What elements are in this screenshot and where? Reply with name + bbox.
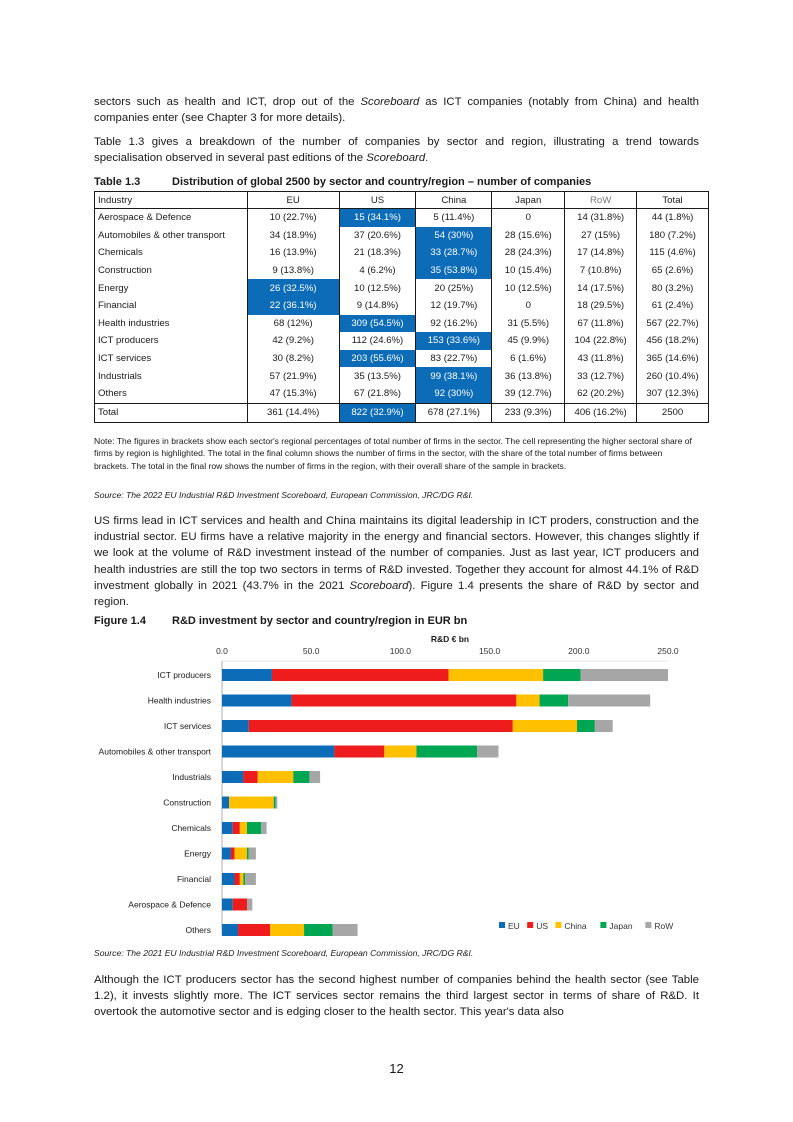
table-cell: 37 (20.6%) bbox=[339, 227, 416, 245]
legend-swatch-china bbox=[555, 922, 561, 928]
bar-row bbox=[247, 899, 252, 911]
table-row bbox=[95, 209, 709, 227]
table-cell-industry: Aerospace & Defence bbox=[95, 209, 248, 227]
table-cell: 10 (22.7%) bbox=[247, 209, 339, 227]
table-cell-industry: Construction bbox=[95, 262, 248, 280]
bar-china bbox=[513, 720, 577, 732]
intro-paragraph-1: sectors such as health and ICT, drop out of the Scoreboard as ICT companies (notably from China) and health companies enter (see Chapter 3 for more details). bbox=[94, 96, 699, 125]
table-cell: 33 (28.7%) bbox=[416, 244, 492, 262]
table-cell: 2500 bbox=[637, 403, 709, 422]
table-header-total: Total bbox=[637, 192, 709, 209]
table-cell: 36 (13.8%) bbox=[492, 367, 565, 385]
table-cell: 21 (18.3%) bbox=[339, 244, 416, 262]
bar-china bbox=[258, 771, 294, 783]
bar-us bbox=[231, 848, 235, 860]
table-cell: 34 (18.9%) bbox=[247, 227, 339, 245]
bar-row bbox=[261, 822, 266, 834]
table-header-us: US bbox=[339, 192, 416, 209]
table-cell: 153 (33.6%) bbox=[416, 332, 492, 350]
bar-eu bbox=[222, 848, 231, 860]
table-row bbox=[95, 244, 709, 262]
table-row bbox=[95, 262, 709, 280]
legend-label-row: RoW bbox=[654, 921, 674, 931]
table-cell: 9 (13.8%) bbox=[247, 262, 339, 280]
table-cell: 44 (1.8%) bbox=[637, 209, 709, 227]
table-header-japan: Japan bbox=[492, 192, 565, 209]
figure-caption: Figure 1.4 R&D investment by sector and country/region in EUR bn bbox=[94, 615, 468, 627]
table-cell-industry: Chemicals bbox=[95, 244, 248, 262]
table-cell: 115 (4.6%) bbox=[637, 244, 709, 262]
table-cell: 67 (21.8%) bbox=[339, 385, 416, 403]
bar-us bbox=[238, 924, 270, 936]
bar-eu bbox=[222, 771, 243, 783]
page-number: 12 bbox=[389, 1061, 404, 1076]
legend-label-japan: Japan bbox=[609, 921, 633, 931]
chart-title: R&D € bn bbox=[430, 634, 470, 644]
table-row bbox=[95, 350, 709, 368]
x-tick-label: 150.0 bbox=[478, 646, 501, 656]
bar-eu bbox=[222, 924, 238, 936]
bar-china bbox=[229, 797, 274, 809]
bar-eu bbox=[222, 746, 334, 758]
bar-row bbox=[568, 695, 650, 707]
bar-japan bbox=[247, 822, 261, 834]
table-row bbox=[95, 297, 709, 315]
figure-source: Source: The 2021 EU Industrial R&D Investment Scoreboard, European Commission, JRC/DG R&I. bbox=[94, 948, 474, 958]
table-cell: 567 (22.7%) bbox=[637, 315, 709, 333]
legend-label-china: China bbox=[564, 921, 587, 931]
bar-row bbox=[581, 669, 668, 681]
bar-eu bbox=[222, 720, 249, 732]
table-cell-industry: ICT services bbox=[95, 350, 248, 368]
table-row bbox=[95, 315, 709, 333]
table-cell: 35 (13.5%) bbox=[339, 367, 416, 385]
bar-row bbox=[249, 848, 256, 860]
legend-swatch-japan bbox=[600, 922, 606, 928]
bar-us bbox=[334, 746, 384, 758]
legend-swatch-us bbox=[527, 922, 533, 928]
table-cell: 17 (14.8%) bbox=[565, 244, 637, 262]
bar-china bbox=[240, 873, 244, 885]
bar-us bbox=[234, 873, 239, 885]
table-cell: 92 (30%) bbox=[416, 385, 492, 403]
bar-china bbox=[234, 848, 246, 860]
table-header-eu: EU bbox=[247, 192, 339, 209]
table-cell: 61 (2.4%) bbox=[637, 297, 709, 315]
category-label: Health industries bbox=[147, 695, 211, 706]
table-cell: 18 (29.5%) bbox=[565, 297, 637, 315]
table-cell: 203 (55.6%) bbox=[339, 350, 416, 368]
table-cell: 67 (11.8%) bbox=[565, 315, 637, 333]
table-cell: 28 (15.6%) bbox=[492, 227, 565, 245]
category-label: Chemicals bbox=[171, 823, 211, 833]
bar-us bbox=[233, 899, 247, 911]
table-row bbox=[95, 332, 709, 350]
table-cell-industry: Financial bbox=[95, 297, 248, 315]
category-label: Financial bbox=[176, 874, 211, 884]
table-cell: 0 bbox=[492, 209, 565, 227]
table-cell: 5 (11.4%) bbox=[416, 209, 492, 227]
table-cell: 361 (14.4%) bbox=[247, 403, 339, 422]
table-cell-industry: Others bbox=[95, 385, 248, 403]
mid-paragraph: US firms lead in ICT services and health and China maintains its digital leadership in ICT proders, construction and the industrial sector. EU firms have a relative majority in the energy and financial sectors. However, this changes slightly if we look at the volume of R&D investment instead of the number of companies. Just as last year, ICT producers and health industries are still the top two sectors in terms of R&D invested. Together they account for almost 44.1% of R&D investment globally in 2021 (43.7% in the 2021 Scoreboard). Figure 1.4 presents the share of R&D by sector and region. bbox=[94, 515, 699, 609]
table-cell-industry: Industrials bbox=[95, 367, 248, 385]
table-cell: 33 (12.7%) bbox=[565, 367, 637, 385]
category-label: Aerospace & Defence bbox=[128, 899, 211, 910]
table-cell: 35 (53.8%) bbox=[416, 262, 492, 280]
table-cell: 678 (27.1%) bbox=[416, 403, 492, 422]
table-cell: 6 (1.6%) bbox=[492, 350, 565, 368]
bar-us bbox=[249, 720, 513, 732]
legend-label-eu: EU bbox=[508, 921, 520, 931]
bar-japan bbox=[304, 924, 333, 936]
table-caption: Table 1.3 Distribution of global 2500 by sector and country/region – number of companies bbox=[94, 176, 592, 188]
table-cell: 22 (36.1%) bbox=[247, 297, 339, 315]
bar-china bbox=[384, 746, 416, 758]
table-note: Note: The figures in brackets show each sector's regional percentages of total number of firms in the sector. The cell representing the higher sectoral share of firms by region is highlighted. The total in the final column shows the number of firms in the sector, with the share of the total number of firms between brackets. The total in the final row shows the number of firms in the region, with their overall share of the sample in brackets. bbox=[94, 436, 692, 471]
bar-us bbox=[243, 771, 257, 783]
category-label: Automobiles & other transport bbox=[98, 746, 211, 757]
bar-row bbox=[333, 924, 358, 936]
table-cell: 57 (21.9%) bbox=[247, 367, 339, 385]
bar-china bbox=[516, 695, 539, 707]
table-row bbox=[95, 385, 709, 403]
intro-paragraph-2: Table 1.3 gives a breakdown of the number of companies by sector and region, illustrating a trend towards specialisation observed in several past editions of the Scoreboard. bbox=[94, 136, 699, 165]
bar-japan bbox=[540, 695, 569, 707]
category-label: ICT producers bbox=[157, 670, 211, 680]
table-cell: 7 (10.8%) bbox=[565, 262, 637, 280]
table-cell-industry: Health industries bbox=[95, 315, 248, 333]
table-cell: 43 (11.8%) bbox=[565, 350, 637, 368]
outro-paragraph: Although the ICT producers sector has the second highest number of companies behind the health sector (see Table 1.2), it invests slightly more. The ICT services sector remains the third largest sector in terms of share of R&D. It overtook the automotive sector and is edging closer to the health sector. This year's data also bbox=[94, 974, 699, 1019]
table-cell: 406 (16.2%) bbox=[565, 403, 637, 422]
bar-japan bbox=[416, 746, 477, 758]
table-cell: 54 (30%) bbox=[416, 227, 492, 245]
table-cell: 10 (12.5%) bbox=[339, 279, 416, 297]
table-cell: 65 (2.6%) bbox=[637, 262, 709, 280]
table-cell: 92 (16.2%) bbox=[416, 315, 492, 333]
bar-japan bbox=[293, 771, 309, 783]
category-label: ICT services bbox=[163, 721, 211, 731]
table-cell: 68 (12%) bbox=[247, 315, 339, 333]
table-header-row: RoW bbox=[565, 192, 637, 209]
table-cell: 39 (12.7%) bbox=[492, 385, 565, 403]
table-cell: 20 (25%) bbox=[416, 279, 492, 297]
table-cell: 45 (9.9%) bbox=[492, 332, 565, 350]
table-cell: 456 (18.2%) bbox=[637, 332, 709, 350]
x-tick-label: 0.0 bbox=[216, 646, 228, 656]
table-header-china: China bbox=[416, 192, 492, 209]
table-cell: 9 (14.8%) bbox=[339, 297, 416, 315]
category-label: Industrials bbox=[172, 772, 211, 782]
table-cell-industry: ICT producers bbox=[95, 332, 248, 350]
table-cell: 260 (10.4%) bbox=[637, 367, 709, 385]
table-row bbox=[95, 279, 709, 297]
table-header-industry: Industry bbox=[95, 192, 248, 209]
legend-swatch-eu bbox=[499, 922, 505, 928]
table-cell: 83 (22.7%) bbox=[416, 350, 492, 368]
rd-investment-chart bbox=[90, 630, 700, 942]
bar-japan bbox=[543, 669, 580, 681]
bar-japan bbox=[247, 848, 249, 860]
category-label: Others bbox=[185, 925, 211, 935]
table-cell: 16 (13.9%) bbox=[247, 244, 339, 262]
bar-eu bbox=[222, 695, 292, 707]
bar-eu bbox=[222, 822, 233, 834]
bar-china bbox=[240, 822, 247, 834]
table-cell: 80 (3.2%) bbox=[637, 279, 709, 297]
bar-us bbox=[233, 822, 240, 834]
table-cell: 30 (8.2%) bbox=[247, 350, 339, 368]
table-cell: 112 (24.6%) bbox=[339, 332, 416, 350]
table-cell: 31 (5.5%) bbox=[492, 315, 565, 333]
table-cell: 42 (9.2%) bbox=[247, 332, 339, 350]
x-tick-label: 200.0 bbox=[568, 646, 590, 656]
bar-china bbox=[270, 924, 304, 936]
category-label: Energy bbox=[184, 848, 211, 859]
bar-eu bbox=[222, 873, 234, 885]
table-cell-industry: Automobiles & other transport bbox=[95, 227, 248, 245]
distribution-table bbox=[94, 191, 709, 423]
bar-eu bbox=[222, 899, 233, 911]
table-cell: 28 (24.3%) bbox=[492, 244, 565, 262]
table-cell-industry: Total bbox=[95, 403, 248, 422]
table-cell: 12 (19.7%) bbox=[416, 297, 492, 315]
bar-japan bbox=[243, 873, 245, 885]
bar-row bbox=[276, 797, 278, 809]
x-tick-label: 100.0 bbox=[389, 646, 412, 656]
table-cell: 47 (15.3%) bbox=[247, 385, 339, 403]
bar-row bbox=[477, 746, 498, 758]
table-cell: 99 (38.1%) bbox=[416, 367, 492, 385]
table-cell: 180 (7.2%) bbox=[637, 227, 709, 245]
table-cell: 822 (32.9%) bbox=[339, 403, 416, 422]
table-source: Source: The 2022 EU Industrial R&D Investment Scoreboard, European Commission, JRC/DG R&I. bbox=[94, 490, 474, 500]
bar-row bbox=[309, 771, 320, 783]
x-tick-label: 50.0 bbox=[302, 646, 320, 656]
bar-eu bbox=[222, 797, 229, 809]
table-cell: 62 (20.2%) bbox=[565, 385, 637, 403]
bar-japan bbox=[577, 720, 595, 732]
bar-us bbox=[292, 695, 517, 707]
bar-row bbox=[245, 873, 256, 885]
legend-swatch-row bbox=[645, 922, 651, 928]
bar-us bbox=[272, 669, 449, 681]
bar-eu bbox=[222, 669, 272, 681]
table-row bbox=[95, 367, 709, 385]
bar-china bbox=[449, 669, 544, 681]
table-row bbox=[95, 403, 709, 422]
category-label: Construction bbox=[163, 797, 211, 808]
table-cell: 0 bbox=[492, 297, 565, 315]
table-cell-industry: Energy bbox=[95, 279, 248, 297]
table-cell: 307 (12.3%) bbox=[637, 385, 709, 403]
table-cell: 4 (6.2%) bbox=[339, 262, 416, 280]
table-cell: 10 (12.5%) bbox=[492, 279, 565, 297]
table-cell: 14 (31.8%) bbox=[565, 209, 637, 227]
bar-japan bbox=[274, 797, 276, 809]
table-cell: 365 (14.6%) bbox=[637, 350, 709, 368]
table-cell: 14 (17.5%) bbox=[565, 279, 637, 297]
table-cell: 233 (9.3%) bbox=[492, 403, 565, 422]
table-cell: 15 (34.1%) bbox=[339, 209, 416, 227]
bar-row bbox=[595, 720, 613, 732]
legend-label-us: US bbox=[536, 921, 549, 931]
table-row bbox=[95, 227, 709, 245]
table-cell: 309 (54.5%) bbox=[339, 315, 416, 333]
table-cell: 104 (22.8%) bbox=[565, 332, 637, 350]
table-cell: 26 (32.5%) bbox=[247, 279, 339, 297]
table-header-row bbox=[95, 192, 709, 209]
table-cell: 27 (15%) bbox=[565, 227, 637, 245]
x-tick-label: 250.0 bbox=[657, 646, 679, 656]
table-cell: 10 (15.4%) bbox=[492, 262, 565, 280]
